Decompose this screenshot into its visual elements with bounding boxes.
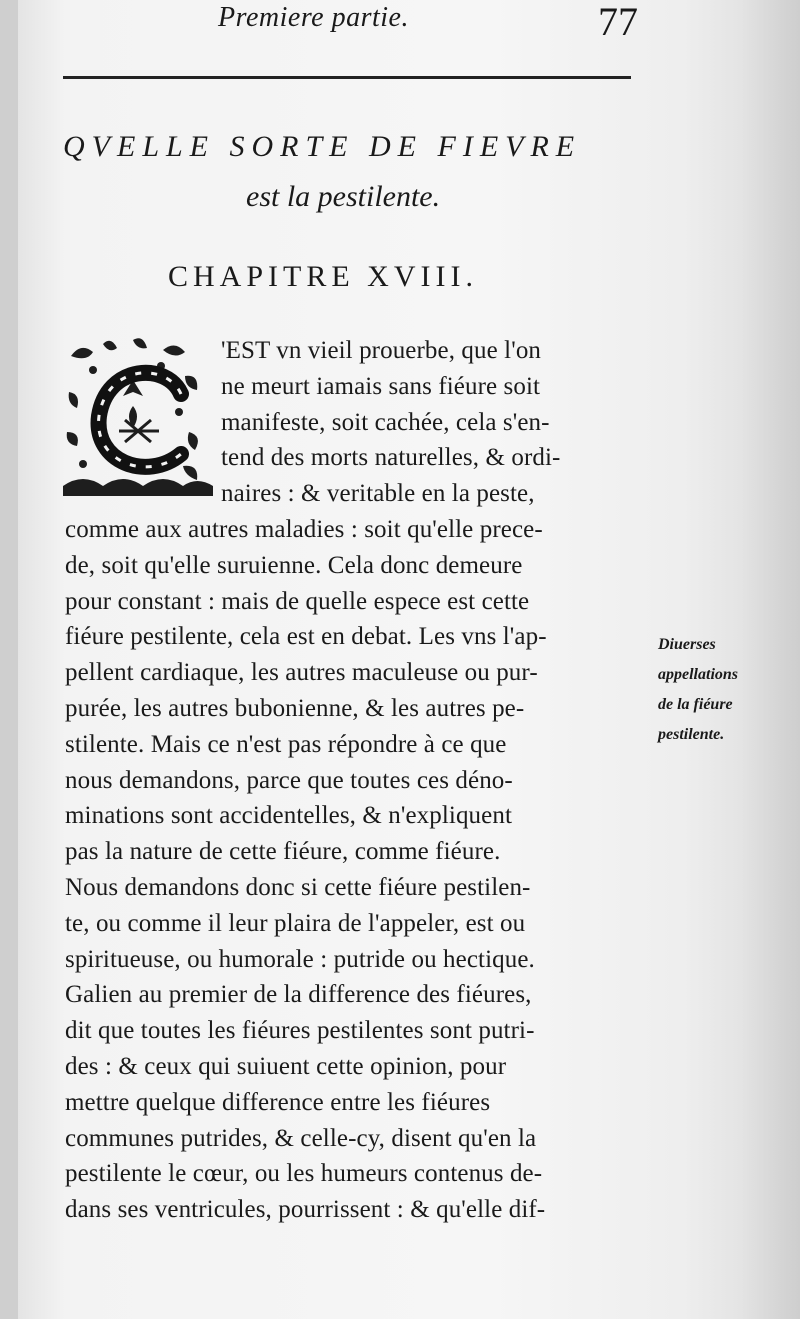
body-line: ne meurt iamais sans fiéure soit: [221, 372, 541, 400]
page-edge-shadow: [740, 0, 800, 1319]
body-line: des : & ceux qui suiuent cette opinion, pour: [65, 1053, 507, 1080]
chapter-subtitle: est la pestilente.: [246, 180, 441, 213]
body-line: te, ou comme il leur plaira de l'appeler, est ou: [65, 909, 526, 937]
body-line: spiritueuse, ou humorale : putride ou hectique.: [65, 945, 535, 973]
book-page: [18, 0, 800, 1319]
page-number: 77: [598, 0, 638, 44]
body-line: mettre quelque difference entre les fiéures: [65, 1088, 491, 1116]
margin-note-line: de la fiéure: [658, 696, 733, 713]
body-line: nous demandons, parce que toutes ces déno-: [65, 766, 513, 794]
body-line: Galien au premier de la difference des fiéures,: [65, 981, 532, 1009]
body-line: purée, les autres bubonienne, & les autres pe-: [65, 695, 525, 722]
body-line: comme aux autres maladies : soit qu'elle prece-: [65, 516, 543, 543]
body-line: tend des morts naturelles, & ordi-: [221, 444, 561, 472]
margin-note-line: Diuerses: [658, 636, 716, 653]
body-line: de, soit qu'elle suruienne. Cela donc demeure: [65, 551, 523, 579]
body-line: pellent cardiaque, les autres maculeuse ou pur-: [65, 659, 538, 687]
body-line: fiéure pestilente, cela est en debat. Les vns l'ap-: [65, 623, 547, 651]
body-line: pour constant : mais de quelle espece est cette: [65, 587, 530, 615]
body-line: 'EST vn vieil prouerbe, que l'on: [221, 337, 542, 364]
body-line: naires : & veritable en la peste,: [221, 480, 535, 508]
margin-note-line: pestilente.: [658, 726, 725, 743]
body-line: Nous demandons donc si cette fiéure pestilen-: [65, 874, 531, 901]
body-line: pestilente le cœur, ou les humeurs contenus de-: [65, 1160, 543, 1188]
ornamental-initial-icon: [63, 336, 213, 498]
header-rule: [63, 76, 631, 79]
body-line: minations sont accidentelles, & n'expliquent: [65, 802, 513, 830]
chapter-heading: CHAPITRE XVIII.: [168, 260, 478, 293]
body-line: dans ses ventricules, pourrissent : & qu'elle dif-: [65, 1196, 546, 1224]
body-line: stilente. Mais ce n'est pas répondre à ce que: [65, 730, 507, 758]
body-line: pas la nature de cette fiéure, comme fiéure.: [65, 838, 501, 866]
running-head: Premiere partie.: [218, 2, 409, 33]
body-line: communes putrides, & celle-cy, disent qu'en la: [65, 1124, 537, 1152]
body-line: manifeste, soit cachée, cela s'en-: [221, 408, 550, 436]
body-line: dit que toutes les fiéures pestilentes sont putri-: [65, 1017, 535, 1045]
chapter-title: QVELLE SORTE DE FIEVRE: [63, 130, 582, 163]
margin-note-line: appellations: [658, 666, 739, 683]
